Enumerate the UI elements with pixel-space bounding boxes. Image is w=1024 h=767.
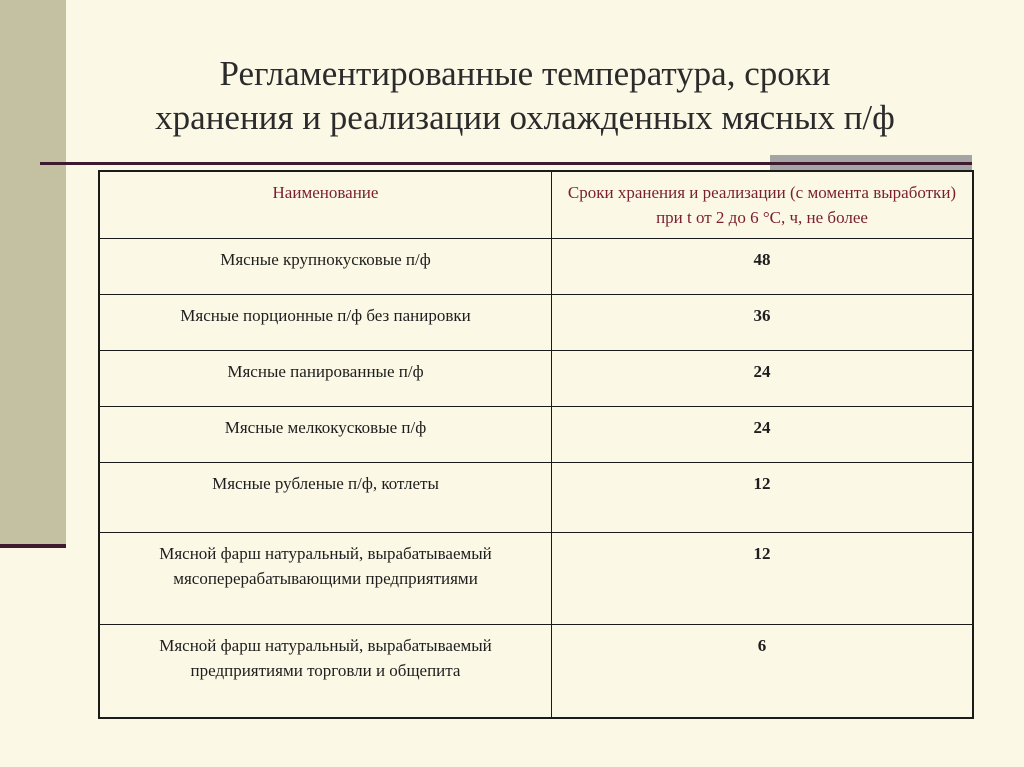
table-row <box>100 625 972 717</box>
slide-title <box>90 52 960 140</box>
product-name-cell: Мясные панированные п/ф <box>100 350 552 406</box>
column-header-storage-time: Сроки хранения и реализации (с момента выработки) при t от 2 до 6 °С, ч, не более <box>552 172 973 238</box>
product-name-cell: Мясные мелкокусковые п/ф <box>100 406 552 462</box>
storage-hours-cell: 6 <box>552 625 973 717</box>
table-row <box>100 406 972 462</box>
product-name-cell: Мясной фарш натуральный, вырабатываемый мясоперерабатывающими предприятиями <box>100 533 552 625</box>
table-header-row <box>100 172 972 238</box>
storage-hours-cell: 36 <box>552 294 973 350</box>
storage-hours-cell: 12 <box>552 533 973 625</box>
title-divider <box>40 162 972 165</box>
product-name-cell: Мясные рубленые п/ф, котлеты <box>100 462 552 532</box>
product-name-cell: Мясной фарш натуральный, вырабатываемый предприятиями торговли и общепита <box>100 625 552 717</box>
table-row <box>100 533 972 625</box>
column-header-name: Наименование <box>100 172 552 238</box>
storage-hours-cell: 48 <box>552 238 973 294</box>
decorative-side-bar-rule <box>0 544 66 548</box>
slide-title-line-1: Регламентированные температура, сроки <box>219 54 831 93</box>
table-row <box>100 462 972 532</box>
storage-hours-cell: 24 <box>552 350 973 406</box>
storage-hours-cell: 24 <box>552 406 973 462</box>
table-row <box>100 350 972 406</box>
storage-table <box>98 170 974 719</box>
storage-table-grid <box>100 172 972 717</box>
table-row <box>100 238 972 294</box>
decorative-side-bar <box>0 0 66 545</box>
storage-hours-cell: 12 <box>552 462 973 532</box>
product-name-cell: Мясные порционные п/ф без панировки <box>100 294 552 350</box>
slide-title-line-2: хранения и реализации охлажденных мясных п/ф <box>155 98 895 137</box>
product-name-cell: Мясные крупнокусковые п/ф <box>100 238 552 294</box>
table-row <box>100 294 972 350</box>
